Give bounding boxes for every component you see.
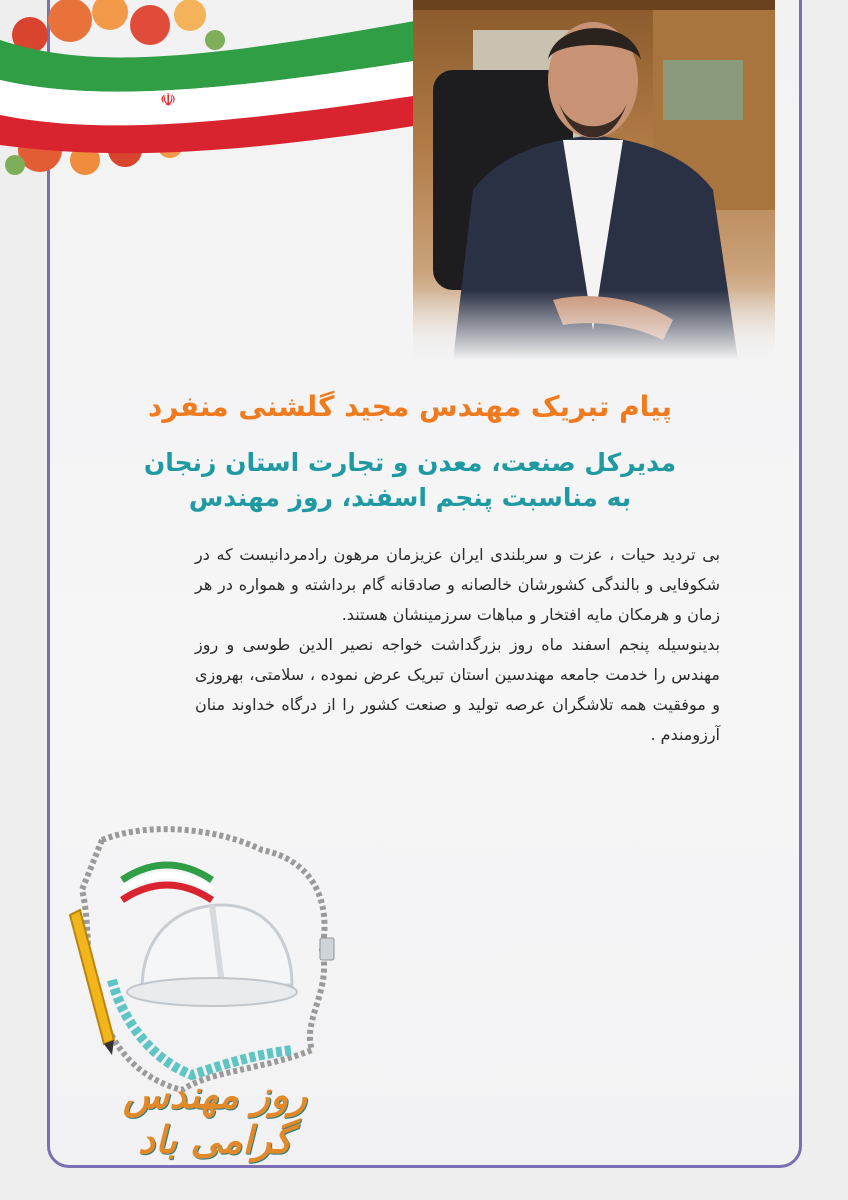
emblem-caption: روز مهندس گرامی باد <box>123 1072 307 1162</box>
hard-hat-icon <box>127 905 297 1006</box>
sharpener-icon <box>320 938 334 960</box>
pencil-icon <box>70 910 114 1055</box>
message-body <box>195 540 720 750</box>
message-paragraph: بدینوسیله پنجم اسفند ماه روز بزرگداشت خواجه نصیر الدین طوسی و روز مهندس را خدمت جامعه مهندسین استان تبریک عرض نموده ، سلامتی، بهروزی و موفقیت همه تلاشگران عرصه تولید و صنعت کشور را از درگاه خداوند منان آرزومندم . <box>195 635 720 744</box>
subtitle-line-2: به مناسبت پنجم اسفند، روز مهندس <box>188 483 632 512</box>
iran-flag-icon <box>0 0 420 190</box>
iran-flag-icon <box>122 865 212 900</box>
page-title: پیام تبریک مهندس مجید گلشنی منفرد <box>147 390 673 423</box>
message-paragraph: بی تردید حیات ، عزت و سربلندی ایران عزیزمان مرهون رادمردانیست که در شکوفایی و بالندگی کشورشان خالصانه و صادقانه گام برداشته و همواره در هر زمان و هرمکان مایه افتخار و مباهات سرزمینشان هستند. <box>195 545 720 624</box>
subtitle-line-1: مدیرکل صنعت، معدن و تجارت استان زنجان <box>143 448 677 477</box>
portrait-photo <box>413 0 775 360</box>
svg-text:☫: ☫ <box>160 90 177 111</box>
